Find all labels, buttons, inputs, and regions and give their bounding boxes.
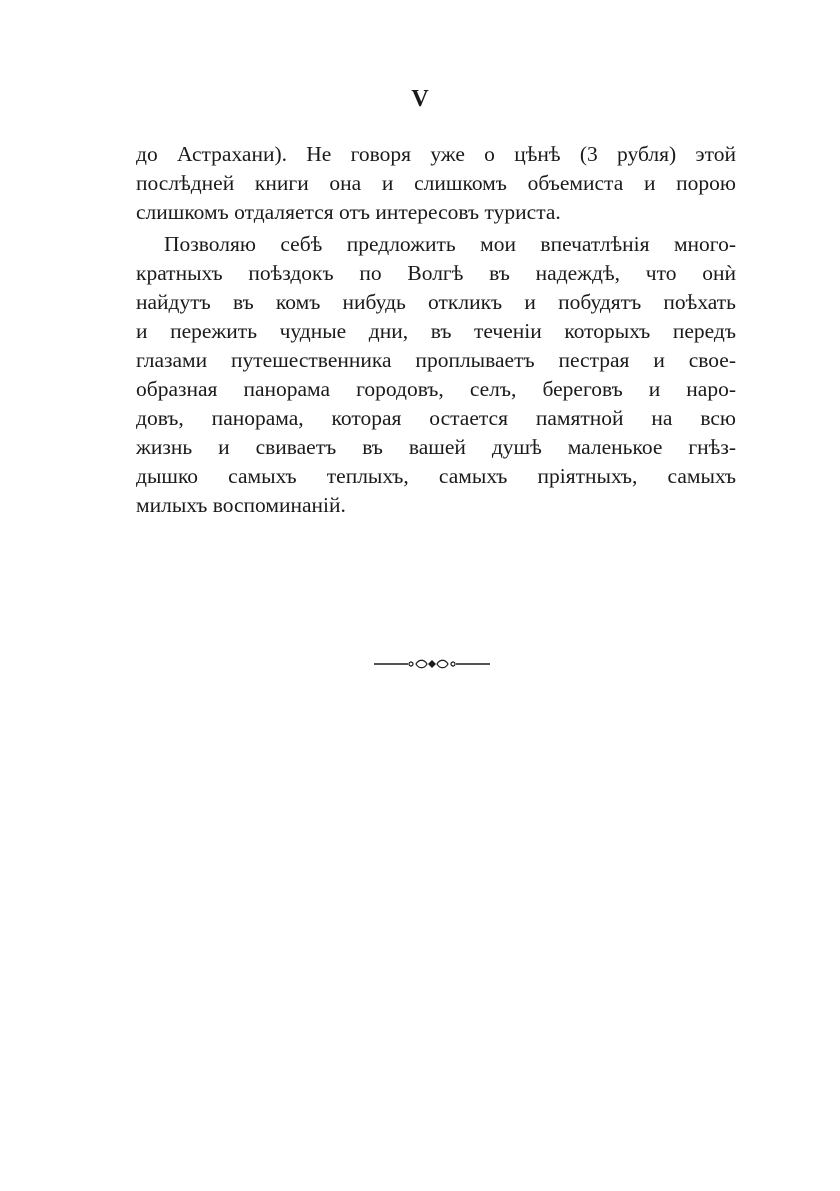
text-line: довъ, панорама, которая остается памятной на всю [136,406,736,430]
text-line: милыхъ воспоминаній. [136,493,346,517]
text-line: образная панорама городовъ, селъ, береговъ и наро- [136,377,736,401]
paragraph-1 [136,140,736,227]
text-line: до Астрахани). Не говоря уже о цѣнѣ (3 рубля) этой [136,142,736,166]
paragraph-2 [136,230,736,520]
text-line: слишкомъ отдаляется отъ интересовъ туриста. [136,200,561,224]
text-line: глазами путешественника проплываетъ пестрая и свое- [136,348,736,372]
text-line: жизнь и свиваетъ въ вашей душѣ маленькое гнѣз- [136,435,736,459]
text-line: найдутъ въ комъ нибудь откликъ и побудятъ поѣхать [136,290,736,314]
text-line: Позволяю себѣ предложить мои впечатлѣнія много- [164,232,736,256]
text-line: и пережить чудные дни, въ теченіи которыхъ передъ [136,319,736,343]
body-text [136,140,736,520]
text-line: кратныхъ поѣздокъ по Волгѣ въ надеждѣ, что онѝ [136,261,736,285]
text-line: послѣдней книги она и слишкомъ объемиста и порою [136,171,736,195]
text-line: дышко самыхъ теплыхъ, самыхъ пріятныхъ, самыхъ [136,464,736,488]
decorative-rule-ornament [372,657,492,671]
page-number: V [411,86,429,112]
